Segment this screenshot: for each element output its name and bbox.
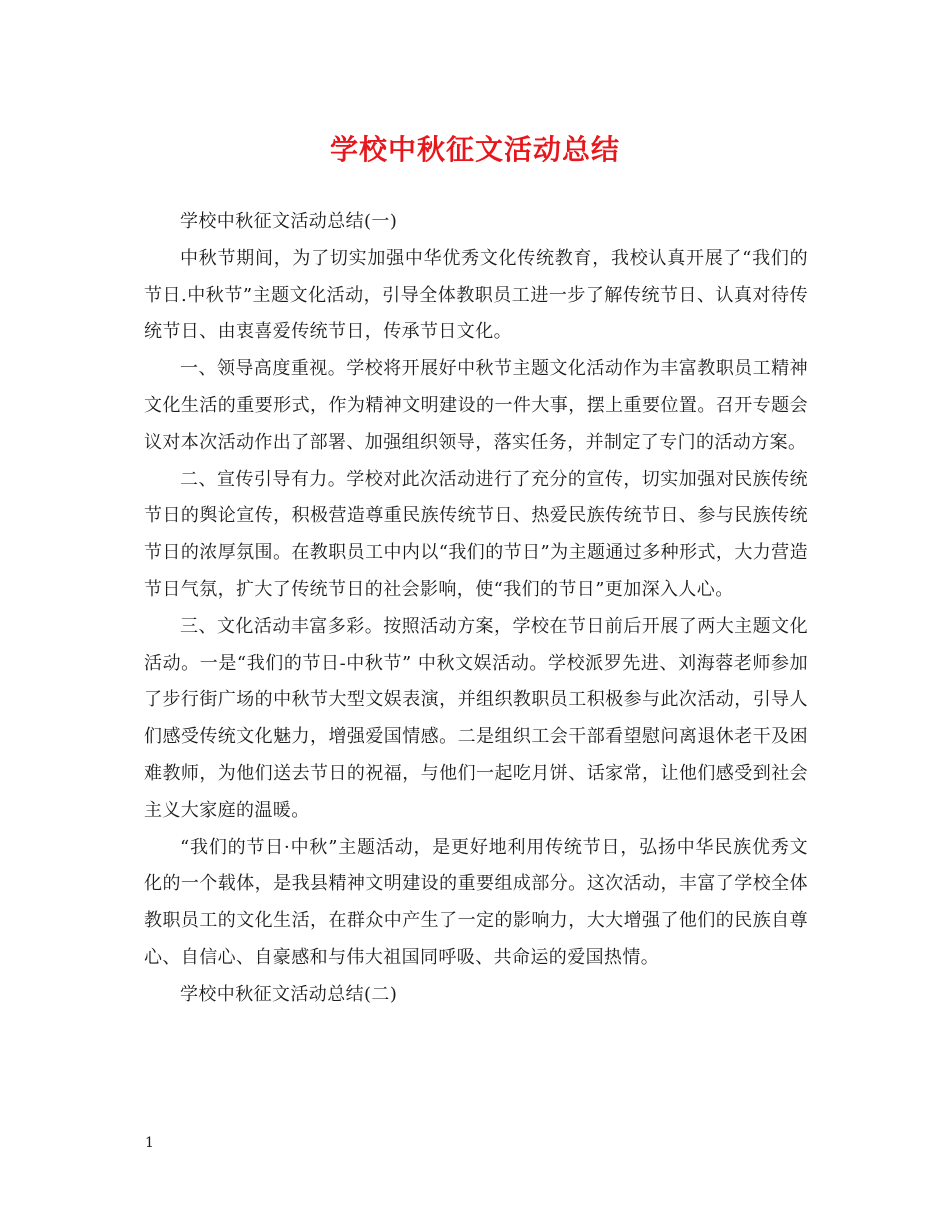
paragraph-publicity: 二、宣传引导有力。学校对此次活动进行了充分的宣传，切实加强对民族传统节日的舆论宣传，积极营造尊重民族传统节日、热爱民族传统节日、参与民族传统节日的浓厚氛围。在教职员工中内以“我们的节日”为主题通过多种形式，大力营造节日气氛，扩大了传统节日的社会影响，使“我们的节日”更加深入人心。 — [144, 468, 808, 600]
section-heading-one: 学校中秋征文活动总结(一) — [180, 211, 398, 232]
paragraph-activities: 三、文化活动丰富多彩。按照活动方案，学校在节日前后开展了两大主题文化活动。一是“我们的节日-中秋节” 中秋文娱活动。学校派罗先进、刘海蓉老师参加了步行街广场的中秋节大型文娱表演，并组织教职员工积极参与此次活动，引导人们感受传统文化魅力，增强爱国情感。二是组织工会干部看望慰问离退休老干及困难教师，为他们送去节日的祝福，与他们一起吃月饼、话家常，让他们感受到社会主义大家庭的温暖。 — [144, 615, 808, 821]
section-heading-two: 学校中秋征文活动总结(二) — [180, 983, 398, 1005]
intro-paragraph: 中秋节期间，为了切实加强中华优秀文化传统教育，我校认真开展了“我们的节日.中秋节”主题文化活动，引导全体教职员工进一步了解传统节日、认真对待传统节日、由衷喜爱传统节日，传承节日文化。 — [144, 247, 808, 343]
page-number: 1 — [145, 1135, 154, 1151]
paragraph-leadership: 一、领导高度重视。学校将开展好中秋节主题文化活动作为丰富教职员工精神文化生活的重要形式，作为精神文明建设的一件大事，摆上重要位置。召开专题会议对本次活动作出了部署、加强组织领导，落实任务，并制定了专门的活动方案。 — [144, 358, 808, 453]
document-title: 学校中秋征文活动总结 — [329, 133, 620, 166]
paragraph-conclusion: “我们的节日·中秋”主题活动，是更好地利用传统节日，弘扬中华民族优秀文化的一个载体，是我县精神文明建设的重要组成部分。这次活动，丰富了学校全体教职员工的文化生活，在群众中产生了一定的影响力，大大增强了他们的民族自尊心、自信心、自豪感和与伟大祖国同呼吸、共命运的爱国热情。 — [144, 836, 808, 968]
document-body — [144, 204, 808, 1014]
